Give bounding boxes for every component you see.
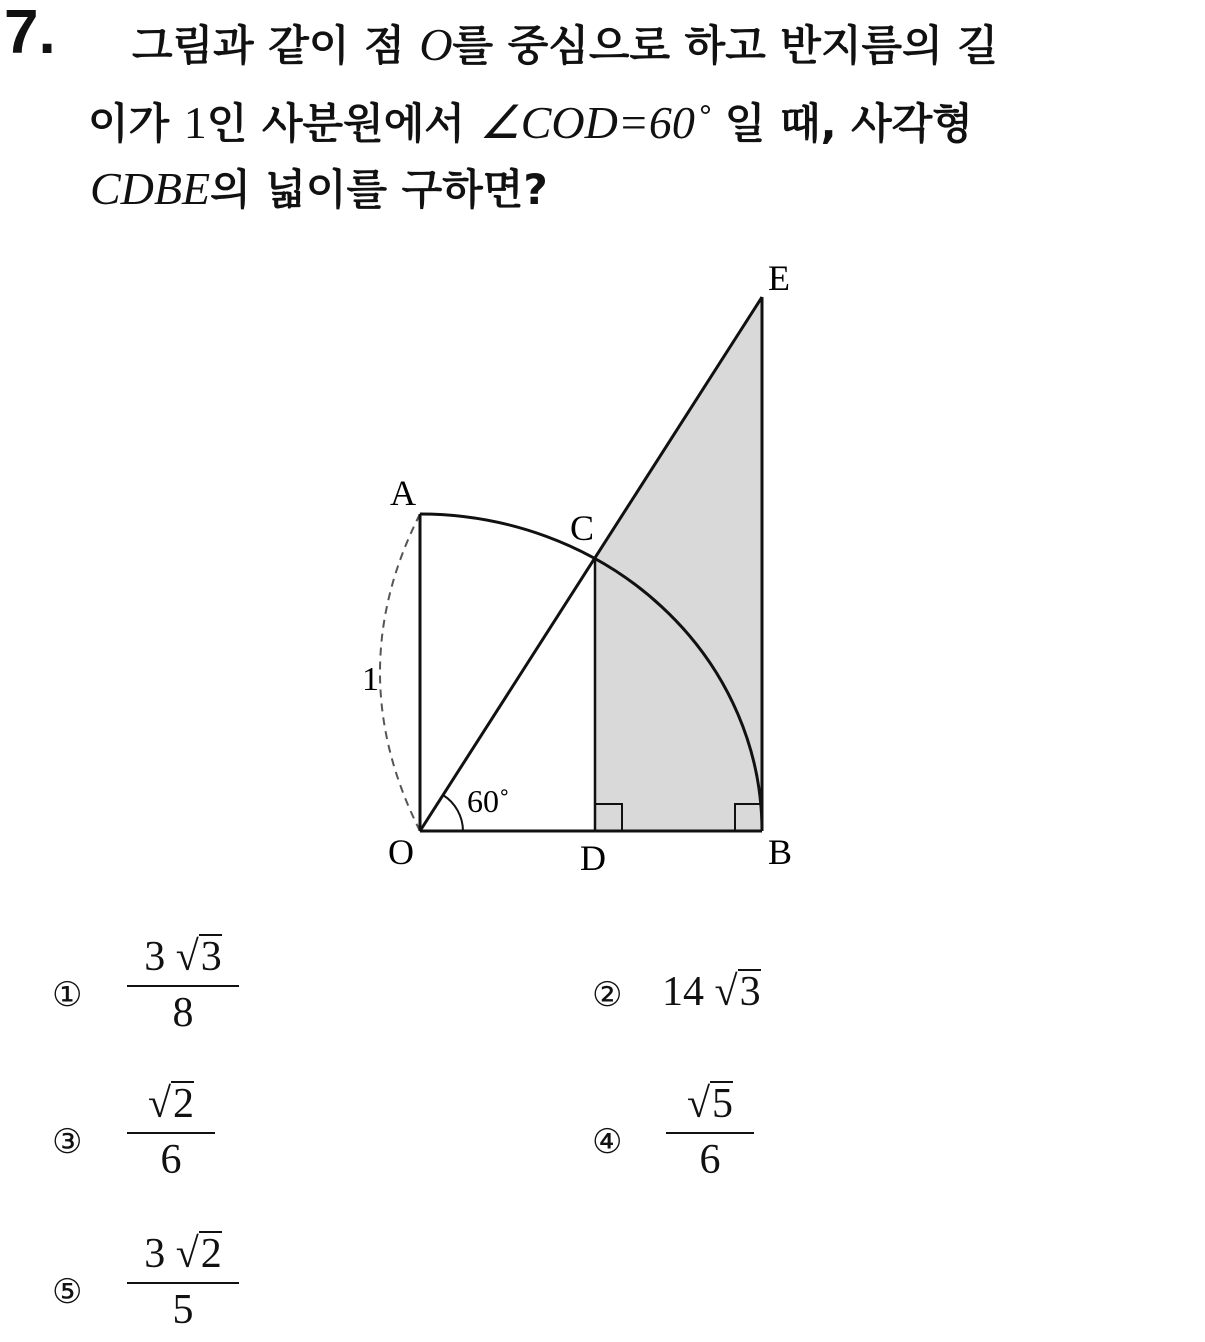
angle-expression: ∠COD=60˚	[479, 97, 711, 148]
radius-label: 1	[362, 661, 379, 698]
choice-2-value[interactable]: 14 √3	[662, 969, 761, 1015]
choice-2-radicand: 3	[739, 969, 761, 1015]
label-o: O	[388, 832, 414, 872]
question-number: 7.	[4, 0, 56, 67]
label-b: B	[768, 832, 793, 872]
quad-var: CDBE	[90, 163, 211, 214]
choice-1-value[interactable]: 3 √3 8	[127, 933, 239, 1037]
choice-3-mark[interactable]: ③	[52, 1122, 83, 1162]
choice-5-value[interactable]: 3 √2 5	[127, 1230, 239, 1334]
choice-5-coef: 3	[144, 1231, 166, 1277]
choice-4-mark[interactable]: ④	[592, 1122, 623, 1162]
label-e: E	[768, 258, 790, 298]
question-text: 를 중심으로 하고 반지름의 길	[452, 21, 998, 70]
label-d: D	[580, 838, 606, 878]
radius-value: 1	[183, 97, 207, 148]
choice-4-value[interactable]: √5 6	[666, 1080, 754, 1184]
radius-dash-arc	[380, 514, 420, 831]
question-text: 일 때, 사각형	[710, 99, 973, 148]
choice-1-coef: 3	[144, 934, 166, 980]
choice-3-den: 6	[160, 1137, 182, 1183]
question-text: 의 넓이를 구하면?	[210, 165, 548, 214]
choice-4-radicand: 5	[712, 1081, 734, 1127]
question-text: 인 사분원에서	[206, 99, 480, 148]
label-c: C	[570, 508, 595, 548]
choice-5-mark[interactable]: ⑤	[52, 1272, 83, 1312]
choice-2-coef: 14	[662, 969, 704, 1015]
choice-4-den: 6	[699, 1137, 721, 1183]
choice-1-den: 8	[172, 990, 194, 1036]
point-o-var: O	[419, 19, 453, 70]
label-a: A	[390, 473, 416, 513]
choice-5-den: 5	[172, 1287, 194, 1333]
choice-3-value[interactable]: √2 6	[127, 1080, 215, 1184]
choice-1-radicand: 3	[200, 934, 222, 980]
angle-arc	[443, 795, 463, 831]
choice-3-radicand: 2	[173, 1081, 195, 1127]
question-text: 그림과 같이 점	[132, 21, 420, 70]
question-text: 이가	[88, 99, 184, 148]
shaded-region-cdbe	[595, 297, 762, 831]
angle-label: 60˚	[467, 783, 510, 819]
choice-1-mark[interactable]: ①	[52, 975, 83, 1015]
choice-2-mark[interactable]: ②	[592, 975, 623, 1015]
choice-5-radicand: 2	[200, 1231, 222, 1277]
